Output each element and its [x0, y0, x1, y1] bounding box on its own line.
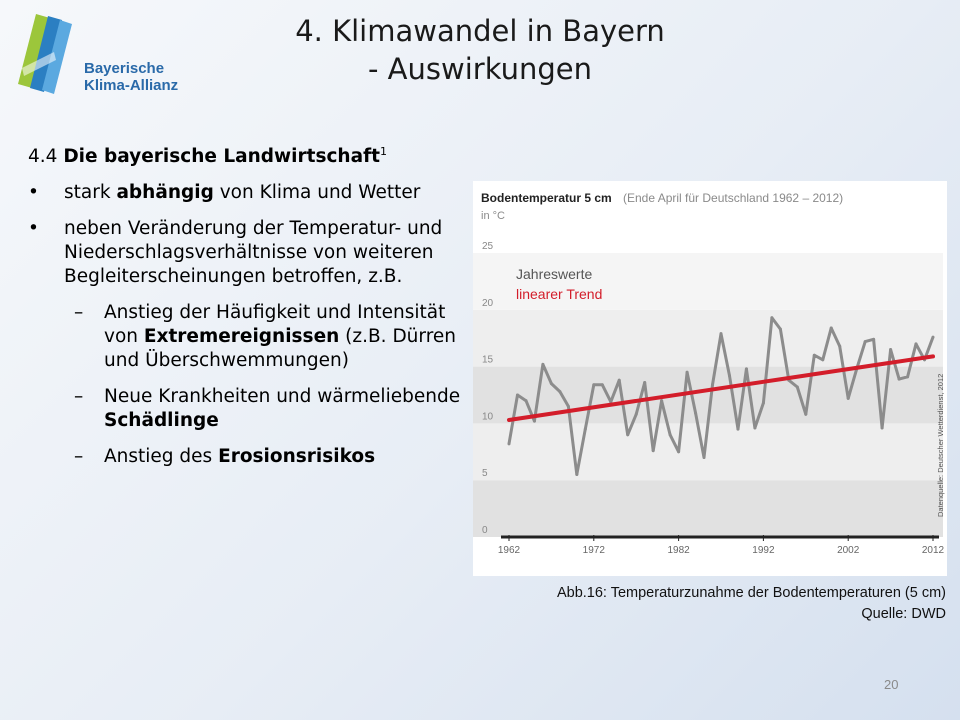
logo: [10, 8, 190, 96]
slide-content: [28, 140, 468, 481]
data-point: [838, 345, 841, 348]
data-point: [915, 342, 918, 345]
data-point: [626, 433, 629, 436]
data-point: [847, 397, 850, 400]
data-point: [550, 382, 553, 385]
data-point: [779, 328, 782, 331]
data-point: [703, 456, 706, 459]
data-point: [677, 450, 680, 453]
data-point: [618, 379, 621, 382]
data-point: [694, 412, 697, 415]
data-point: [558, 390, 561, 393]
data-point: [830, 326, 833, 329]
data-point: [660, 399, 663, 402]
footnote-marker: 1: [379, 145, 387, 158]
x-tick-label: 2012: [921, 545, 945, 556]
sub-bullet-text-bold: Erosionsrisikos: [218, 446, 376, 468]
sub-bullet-symbol: –: [74, 446, 84, 468]
data-point: [533, 420, 536, 423]
logo-emblem-icon: [10, 8, 80, 96]
section-number: 4.4: [28, 146, 58, 168]
data-point: [898, 378, 901, 381]
data-point: [906, 375, 909, 378]
data-point: [881, 426, 884, 429]
sub-bullet-symbol: –: [74, 386, 84, 408]
sub-bullet-text-pre: Anstieg des: [104, 446, 219, 468]
bullet-symbol: •: [28, 182, 39, 204]
data-point: [813, 354, 816, 357]
data-point: [643, 381, 646, 384]
sub-bullet-text-pre: Neue Krankheiten und wärmeliebende: [104, 386, 461, 408]
chart-ylabel: in °C: [481, 210, 505, 222]
y-tick-label: 0: [482, 525, 488, 536]
x-tick-label: 1992: [752, 545, 775, 556]
data-point: [728, 374, 731, 377]
data-point: [575, 473, 578, 476]
slide-title: [180, 12, 780, 88]
chart-title: Bodentemperatur 5 cm: [481, 191, 612, 205]
data-point: [770, 316, 773, 319]
figure-caption: [557, 583, 946, 625]
y-tick-label: 25: [482, 241, 494, 252]
bullet-text-pre: stark: [64, 182, 117, 204]
data-point: [711, 383, 714, 386]
section-title: Die bayerische Landwirtschaft: [63, 146, 380, 168]
source-note: Datenquelle: Deutscher Wetterdienst, 2012: [936, 373, 945, 517]
y-tick-label: 10: [482, 411, 494, 423]
caption-line-1: Abb.16: Temperaturzunahme der Bodentemperaturen (5 cm): [556, 585, 946, 601]
sub-bullet-text-post: (z.B. Dürren und Überschwemmungen): [104, 326, 456, 372]
logo-line-1: Bayerische: [84, 60, 165, 77]
data-point: [584, 428, 587, 431]
x-tick-label: 1962: [497, 545, 521, 556]
data-point: [821, 358, 824, 361]
data-point: [864, 340, 867, 343]
legend-trend: linearer Trend: [516, 286, 603, 302]
y-tick-label: 15: [482, 354, 494, 366]
section-heading: [28, 140, 468, 169]
x-tick-label: 1972: [582, 545, 605, 556]
data-point: [635, 413, 638, 416]
data-point: [508, 442, 511, 445]
data-point: [524, 399, 527, 402]
chart-subtitle: (Ende April für Deutschland 1962 – 2012): [623, 191, 844, 205]
data-point: [567, 405, 570, 408]
data-point: [872, 338, 875, 341]
y-tick-label: 5: [482, 468, 488, 480]
bullet-item: [28, 217, 468, 289]
logo-text: [84, 60, 178, 94]
bullet-symbol: •: [28, 218, 39, 240]
data-point: [804, 413, 807, 416]
data-point: [541, 363, 544, 366]
data-point: [686, 371, 689, 374]
x-tick-label: 2002: [837, 545, 860, 556]
sub-bullet-text-bold: Extremereignissen: [143, 326, 340, 348]
logo-line-2: Klima-Allianz: [84, 77, 179, 94]
data-point: [652, 449, 655, 452]
data-point: [889, 348, 892, 351]
data-point: [932, 336, 935, 339]
data-point: [516, 394, 519, 397]
sub-bullet-item: [28, 445, 468, 469]
sub-bullet-text-pre: Anstieg der Häufigkeit und Intensität von: [104, 302, 446, 348]
page-number: 20: [884, 677, 899, 692]
data-point: [720, 332, 723, 335]
bullet-text-post: von Klima und Wetter: [213, 182, 421, 204]
y-tick-label: 20: [482, 297, 494, 309]
sub-bullet-symbol: –: [74, 302, 84, 324]
slide-title-line-2: - Auswirkungen: [368, 52, 592, 86]
bullet-text: neben Veränderung der Temperatur- und Niederschlagsverhältnisse von weiteren Begleiterscheinungen betroffen, z.B.: [64, 218, 443, 288]
data-point: [753, 426, 756, 429]
data-point: [669, 433, 672, 436]
legend-series: Jahreswerte: [516, 266, 593, 282]
data-point: [592, 383, 595, 386]
data-point: [736, 428, 739, 431]
soil-temperature-chart: [473, 181, 947, 576]
data-point: [601, 383, 604, 386]
data-point: [796, 386, 799, 389]
caption-source: Quelle: DWD: [861, 606, 946, 622]
data-point: [745, 367, 748, 370]
bullet-text-bold: abhängig: [116, 182, 214, 204]
x-tick-label: 1982: [667, 545, 690, 556]
grid-band: [473, 480, 943, 537]
sub-bullet-text-bold: Schädlinge: [104, 410, 219, 432]
sub-bullet-item: [28, 301, 468, 373]
slide-title-line-1: 4. Klimawandel in Bayern: [295, 14, 665, 48]
data-point: [762, 401, 765, 404]
sub-bullet-item: [28, 385, 468, 433]
bullet-item: [28, 181, 468, 205]
chart-container: [473, 181, 947, 576]
